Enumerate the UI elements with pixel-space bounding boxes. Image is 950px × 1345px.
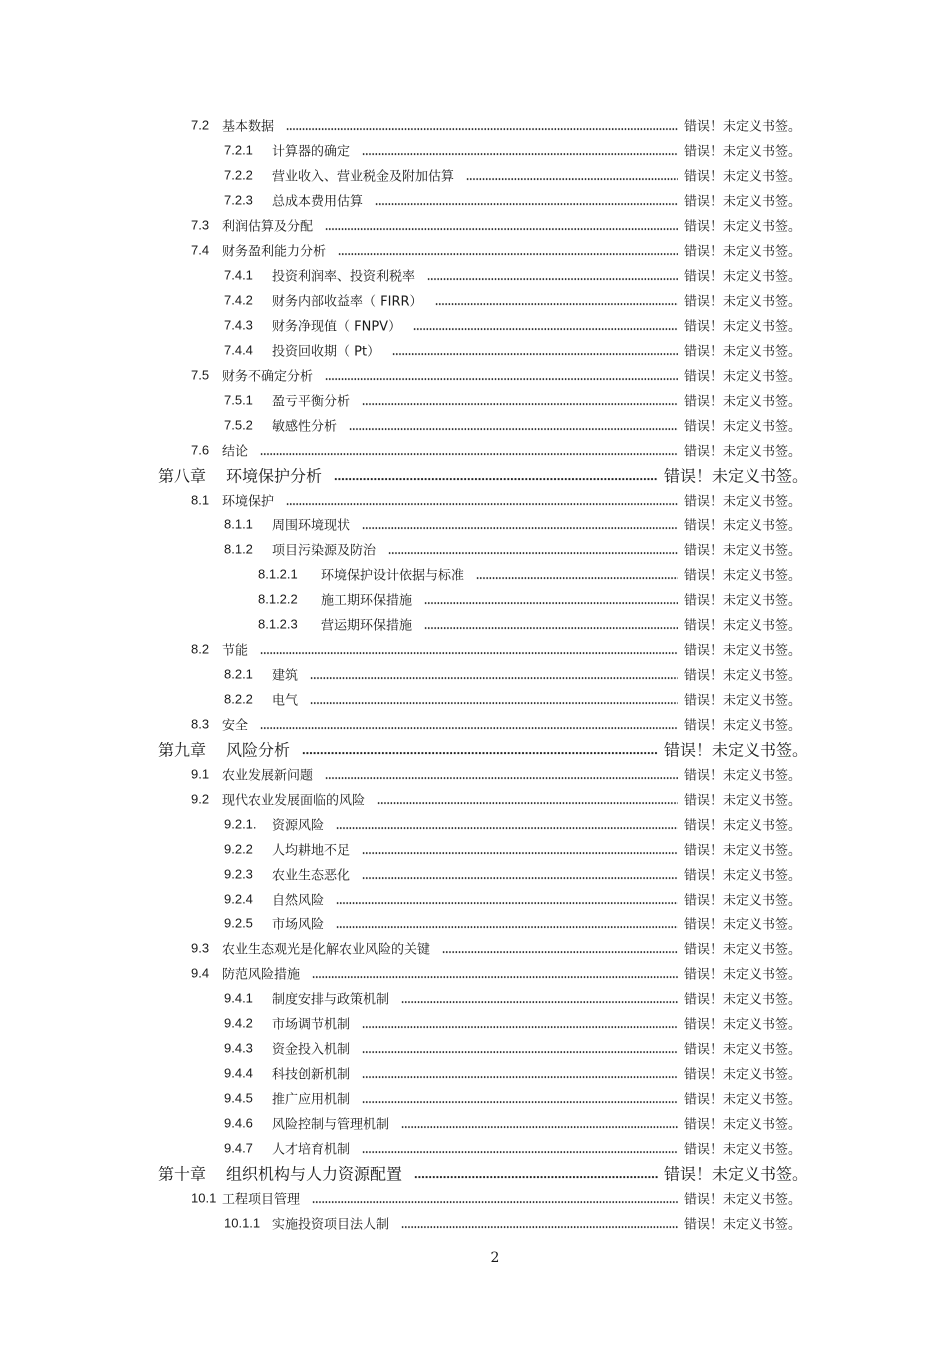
toc-leader-dots [338,248,678,256]
toc-entry-number: 7.4.2 [224,292,253,308]
toc-entry-title: 资源风险 [272,818,325,834]
toc-entry-page: 错误！未定义书签。 [684,568,802,584]
toc-entry-page: 错误！未定义书签。 [684,668,802,684]
toc-entry-page: 错误！未定义书签。 [664,466,809,486]
toc-leader-dots [362,846,678,854]
toc-entry-page: 错误！未定义书签。 [684,868,802,884]
toc-leader-dots [362,1146,678,1154]
toc-entry-title: 总成本费用估算 [272,194,364,210]
toc-entry-page: 错误！未定义书签。 [684,1017,802,1033]
toc-leader-dots [310,672,678,680]
toc-leader-dots [336,896,678,904]
toc-entry-number: 9.1 [191,766,210,782]
toc-entry[interactable] [0,761,950,786]
toc-leader-dots [260,722,678,730]
toc-entry-title: 人才培育机制 [272,1142,351,1158]
toc-entry[interactable] [0,1111,950,1136]
toc-entry-title: 施工期环保措施 [321,593,413,609]
toc-entry-title: 人均耕地不足 [272,843,351,859]
toc-entry-title: 风险分析 [226,740,291,760]
toc-entry-number: 8.2.2 [224,691,253,707]
toc-entry-number: 7.3 [191,217,210,233]
toc-entry-title: 农业生态观光是化解农业风险的关键 [222,942,431,958]
toc-entry-number: 9.2.5 [224,915,253,931]
toc-entry-number: 7.4.4 [224,342,253,358]
toc-entry-number: 7.4 [191,242,210,258]
toc-entry[interactable] [0,562,950,587]
toc-entry[interactable] [0,138,950,163]
toc-entry[interactable] [0,362,950,387]
toc-entry-page: 错误！未定义书签。 [684,593,802,609]
toc-entry-title: 周围环境现状 [272,518,351,534]
toc-entry-number: 8.1.2.2 [258,591,298,607]
toc-entry[interactable] [0,1036,950,1061]
toc-entry[interactable] [0,512,950,537]
toc-entry-number: 9.4.2 [224,1015,253,1031]
toc-entry-number: 10.1 [191,1190,217,1206]
toc-leader-dots [336,921,678,929]
toc-entry-page: 错误！未定义书签。 [684,768,802,784]
toc-entry-number: 7.2.2 [224,167,253,183]
toc-entry-number: 9.4 [191,965,210,981]
toc-entry-title: 组织机构与人力资源配置 [226,1164,403,1184]
toc-entry-number: 7.6 [191,442,210,458]
toc-entry-title: 资金投入机制 [272,1042,351,1058]
toc-leader-dots [401,996,678,1004]
toc-entry-page: 错误！未定义书签。 [684,444,802,460]
toc-entry-number: 7.2.1 [224,142,253,158]
toc-entry[interactable] [0,811,950,836]
toc-entry-number: 9.2.4 [224,891,253,907]
toc-entry-page: 错误！未定义书签。 [684,967,802,983]
toc-entry[interactable] [0,487,950,512]
toc-entry[interactable] [0,263,950,288]
toc-entry-page: 错误！未定义书签。 [684,1117,802,1133]
toc-entry-title: 科技创新机制 [272,1067,351,1083]
toc-entry-number: 9.2 [191,791,210,807]
toc-entry-page: 错误！未定义书签。 [684,394,802,410]
toc-entry-number: 9.4.3 [224,1040,253,1056]
toc-entry[interactable] [0,662,950,687]
toc-leader-dots [362,871,678,879]
toc-entry[interactable] [0,712,950,737]
toc-entry-page: 错误！未定义书签。 [684,269,802,285]
toc-entry-number: 8.1.1 [224,516,253,532]
toc-entry-number: 8.1.2 [224,541,253,557]
toc-entry-number: 7.5 [191,367,210,383]
toc-leader-dots [362,1021,678,1029]
toc-entry-title: 农业发展新问题 [222,768,314,784]
toc-entry-page: 错误！未定义书签。 [684,1217,802,1233]
toc-entry-title: 财务盈利能力分析 [222,244,327,260]
toc-entry-number: 8.3 [191,716,210,732]
toc-leader-dots [427,273,678,281]
toc-leader-dots [312,971,678,979]
toc-entry-number: 第八章 [158,466,207,486]
toc-entry-page: 错误！未定义书签。 [684,194,802,210]
toc-entry-title: 财务不确定分析 [222,369,314,385]
toc-entry[interactable] [0,188,950,213]
toc-leader-dots [334,472,658,480]
toc-leader-dots [362,1046,678,1054]
toc-leader-dots [312,1195,678,1203]
toc-entry[interactable] [0,612,950,637]
toc-entry[interactable] [0,961,950,986]
toc-entry-title: 工程项目管理 [222,1192,301,1208]
toc-entry[interactable] [0,1011,950,1036]
toc-entry[interactable] [0,313,950,338]
toc-leader-dots [325,372,678,380]
toc-entry-title: 建筑 [272,668,299,684]
toc-entry[interactable] [0,113,950,138]
toc-entry-number: 9.2.1. [224,816,257,832]
toc-entry-title: 现代农业发展面临的风险 [222,793,366,809]
toc-entry-number: 9.2.3 [224,866,253,882]
toc-entry-number: 9.3 [191,940,210,956]
toc-leader-dots [302,747,658,755]
toc-entry[interactable] [0,836,950,861]
toc-entry-title: 环境保护分析 [226,466,323,486]
toc-entry-title: 环境保护设计依据与标准 [321,568,465,584]
toc-entry-title: 农业生态恶化 [272,868,351,884]
toc-entry[interactable] [0,587,950,612]
toc-entry-page: 错误！未定义书签。 [684,543,802,559]
toc-entry-page: 错误！未定义书签。 [684,169,802,185]
toc-entry-number: 7.5.2 [224,417,253,433]
toc-entry-title: 制度安排与政策机制 [272,992,390,1008]
toc-leader-dots [413,323,678,331]
toc-entry[interactable] [0,238,950,263]
toc-entry[interactable] [0,288,950,313]
toc-entry[interactable] [0,786,950,811]
toc-leader-dots [466,173,678,181]
toc-entry[interactable] [0,437,950,462]
toc-leader-dots [336,821,678,829]
toc-entry-page: 错误！未定义书签。 [684,1192,802,1208]
toc-entry-page: 错误！未定义书签。 [684,494,802,510]
toc-entry-number: 8.2.1 [224,666,253,682]
toc-entry-number: 7.4.1 [224,267,253,283]
toc-leader-dots [476,572,678,580]
toc-entry-page: 错误！未定义书签。 [684,219,802,235]
toc-entry-title: 市场调节机制 [272,1017,351,1033]
toc-entry-title: 市场风险 [272,917,325,933]
toc-entry-title: 风险控制与管理机制 [272,1117,390,1133]
toc-leader-dots [401,1121,678,1129]
toc-chapter-entry[interactable] [0,462,950,487]
toc-entry-title: 项目污染源及防治 [272,543,377,559]
toc-entry-number: 7.5.1 [224,392,253,408]
toc-entry-number: 9.4.5 [224,1090,253,1106]
toc-entry[interactable] [0,387,950,412]
toc-entry-number: 8.2 [191,641,210,657]
toc-entry[interactable] [0,213,950,238]
toc-leader-dots [375,198,678,206]
toc-entry-number: 10.1.1 [224,1215,261,1231]
toc-entry-title: 利润估算及分配 [222,219,314,235]
toc-leader-dots [260,447,678,455]
toc-entry-title: 计算器的确定 [272,144,351,160]
toc-entry-page: 错误！未定义书签。 [684,818,802,834]
toc-entry-page: 错误！未定义书签。 [684,319,802,335]
toc-leader-dots [424,622,678,630]
toc-entry-page: 错误！未定义书签。 [684,718,802,734]
toc-entry-title: 盈亏平衡分析 [272,394,351,410]
toc-leader-dots [424,597,678,605]
toc-entry-page: 错误！未定义书签。 [684,618,802,634]
toc-entry-page: 错误！未定义书签。 [684,992,802,1008]
toc-entry-number: 8.1.2.3 [258,616,298,632]
toc-entry-number: 7.2.3 [224,192,253,208]
toc-entry-page: 错误！未定义书签。 [684,119,802,135]
toc-entry-number: 第十章 [158,1164,207,1184]
toc-leader-dots [325,771,678,779]
toc-entry-title: 结论 [222,444,249,460]
toc-leader-dots [377,796,678,804]
toc-entry-title: 营运期环保措施 [321,618,413,634]
toc-entry-page: 错误！未定义书签。 [684,1142,802,1158]
toc-entry-number: 9.4.4 [224,1065,253,1081]
toc-leader-dots [442,946,678,954]
toc-entry-title: 实施投资项目法人制 [272,1217,390,1233]
toc-entry[interactable] [0,337,950,362]
toc-leader-dots [388,547,678,555]
toc-entry-page: 错误！未定义书签。 [684,419,802,435]
toc-leader-dots [310,697,678,705]
toc-entry[interactable] [0,861,950,886]
toc-entry-page: 错误！未定义书签。 [684,144,802,160]
toc-entry[interactable] [0,163,950,188]
toc-entry[interactable] [0,911,950,936]
toc-entry-page: 错误！未定义书签。 [684,843,802,859]
toc-entry[interactable] [0,936,950,961]
toc-entry[interactable] [0,1185,950,1210]
toc-entry-page: 错误！未定义书签。 [664,740,809,760]
toc-entry-page: 错误！未定义书签。 [684,344,802,360]
toc-entry-title: 电气 [272,693,299,709]
table-of-contents [0,113,950,1235]
toc-entry-page: 错误！未定义书签。 [684,1067,802,1083]
toc-entry-number: 9.4.1 [224,990,253,1006]
toc-entry-title: 安全 [222,718,249,734]
toc-entry-page: 错误！未定义书签。 [684,942,802,958]
toc-entry-page: 错误！未定义书签。 [684,793,802,809]
toc-entry-number: 7.2 [191,117,210,133]
toc-entry[interactable] [0,537,950,562]
toc-entry[interactable] [0,687,950,712]
toc-chapter-entry[interactable] [0,1160,950,1185]
toc-entry-number: 8.1.2.1 [258,566,298,582]
toc-entry-title: 基本数据 [222,119,275,135]
toc-entry-title: 环境保护 [222,494,275,510]
toc-entry-number: 9.4.6 [224,1115,253,1131]
toc-leader-dots [325,223,678,231]
toc-entry[interactable] [0,1086,950,1111]
toc-entry-number: 7.4.3 [224,317,253,333]
toc-entry[interactable] [0,886,950,911]
toc-entry-number: 8.1 [191,492,210,508]
toc-leader-dots [414,1170,658,1178]
toc-entry-page: 错误！未定义书签。 [684,369,802,385]
toc-entry-number: 9.4.7 [224,1140,253,1156]
toc-entry-page: 错误！未定义书签。 [684,693,802,709]
toc-leader-dots [362,148,678,156]
toc-chapter-entry[interactable] [0,736,950,761]
toc-leader-dots [286,123,678,131]
toc-leader-dots [362,1071,678,1079]
toc-entry[interactable] [0,637,950,662]
toc-entry-page: 错误！未定义书签。 [684,244,802,260]
toc-leader-dots [401,1220,678,1228]
toc-entry-page: 错误！未定义书签。 [684,1092,802,1108]
toc-entry-page: 错误！未定义书签。 [684,893,802,909]
toc-leader-dots [286,497,678,505]
toc-entry[interactable] [0,1061,950,1086]
toc-entry-title: 投资回收期（ Pt） [272,344,381,360]
toc-leader-dots [362,522,678,530]
toc-entry-page: 错误！未定义书签。 [684,1042,802,1058]
toc-leader-dots [349,422,678,430]
toc-entry-title: 自然风险 [272,893,325,909]
toc-entry-title: 营业收入、营业税金及附加估算 [272,169,455,185]
toc-entry-page: 错误！未定义书签。 [684,294,802,310]
toc-leader-dots [362,397,678,405]
toc-leader-dots [392,348,678,356]
toc-entry[interactable] [0,1210,950,1235]
page-number: 2 [490,1250,500,1266]
toc-entry[interactable] [0,1135,950,1160]
toc-entry-title: 节能 [222,643,249,659]
toc-entry-page: 错误！未定义书签。 [684,917,802,933]
toc-entry-title: 财务净现值（ FNPV） [272,319,402,335]
toc-leader-dots [435,298,678,306]
toc-entry-page: 错误！未定义书签。 [684,643,802,659]
toc-entry-number: 第九章 [158,740,207,760]
toc-entry-title: 敏感性分析 [272,419,338,435]
toc-entry-title: 投资利润率、投资利税率 [272,269,416,285]
toc-entry-title: 财务内部收益率（ FIRR） [272,294,423,310]
toc-entry-title: 推广应用机制 [272,1092,351,1108]
toc-entry-page: 错误！未定义书签。 [684,518,802,534]
toc-entry-number: 9.2.2 [224,841,253,857]
toc-leader-dots [362,1096,678,1104]
toc-entry[interactable] [0,412,950,437]
toc-entry-title: 防范风险措施 [222,967,301,983]
toc-entry[interactable] [0,986,950,1011]
toc-entry-page: 错误！未定义书签。 [664,1164,809,1184]
toc-leader-dots [260,647,678,655]
